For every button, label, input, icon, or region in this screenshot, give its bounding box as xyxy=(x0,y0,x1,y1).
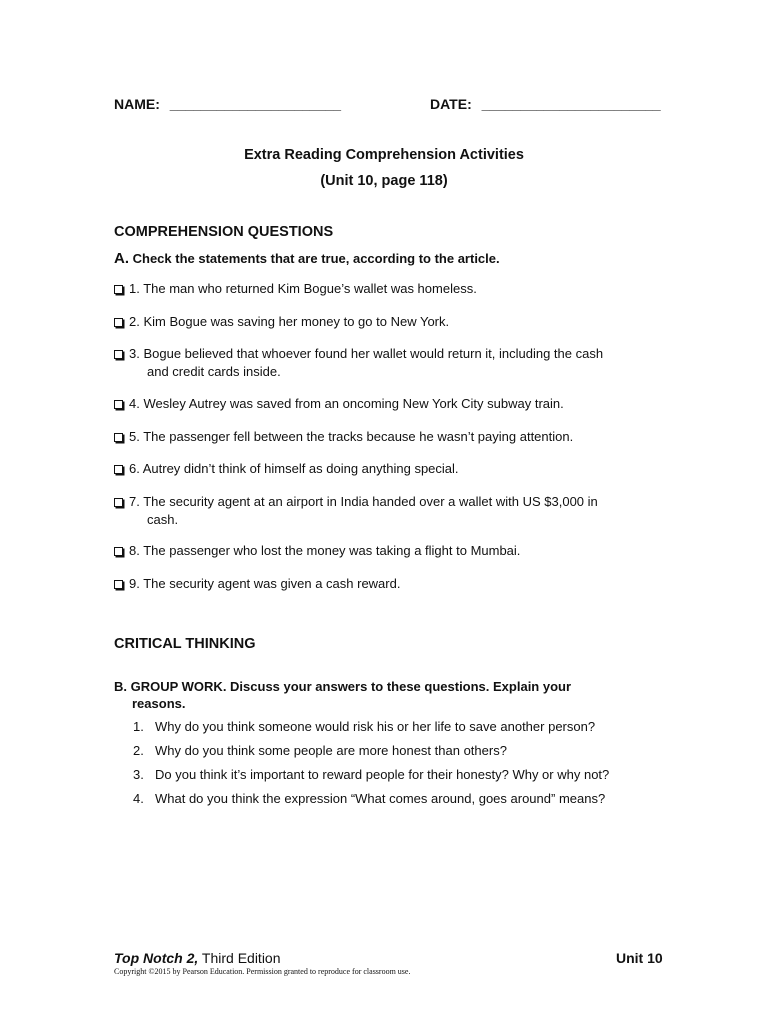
statement-item[interactable] xyxy=(114,313,634,331)
statement-item[interactable] xyxy=(114,345,634,381)
discussion-question xyxy=(133,767,609,782)
statement-item[interactable] xyxy=(114,575,634,593)
copyright-notice: Copyright ©2015 by Pearson Education. Permission granted to reproduce for classroom use. xyxy=(114,967,411,976)
statement-item[interactable] xyxy=(114,460,634,478)
book-edition: Third Edition xyxy=(198,950,281,966)
checkbox-icon[interactable] xyxy=(114,433,123,442)
group-work-line: B. GROUP WORK. Discuss your answers to these questions. Explain your xyxy=(114,679,572,694)
statement-text: 7. The security agent at an airport in India handed over a wallet with US $3,000 in xyxy=(129,494,598,509)
date-field xyxy=(430,96,661,112)
statement-text: 9. The security agent was given a cash reward. xyxy=(129,576,401,591)
date-blank: _______________________ xyxy=(481,96,661,112)
question-number: 3. xyxy=(133,767,144,782)
statement-text: 4. Wesley Autrey was saved from an oncoming New York City subway train. xyxy=(129,396,564,411)
question-text: Do you think it’s important to reward people for their honesty? Why or why not? xyxy=(155,767,610,782)
discussion-question xyxy=(133,719,595,734)
checkbox-icon[interactable] xyxy=(114,465,123,474)
name-field xyxy=(114,96,341,112)
checkbox-icon[interactable] xyxy=(114,400,123,409)
question-number: 2. xyxy=(133,743,144,758)
instruction-text: Check the statements that are true, according to the article. xyxy=(132,251,500,266)
statement-text: 2. Kim Bogue was saving her money to go to New York. xyxy=(129,314,450,329)
statement-text-continued: and credit cards inside. xyxy=(147,364,281,379)
statement-item[interactable] xyxy=(114,395,634,413)
comprehension-heading: COMPREHENSION QUESTIONS xyxy=(114,224,334,240)
checkbox-icon[interactable] xyxy=(114,547,123,556)
statement-item[interactable] xyxy=(114,542,634,560)
discussion-question xyxy=(133,791,605,806)
statement-text: 5. The passenger fell between the tracks because he wasn’t paying attention. xyxy=(129,429,574,444)
book-name: Top Notch 2, xyxy=(114,950,199,966)
footer-book-title xyxy=(114,950,281,966)
group-work-instruction xyxy=(114,678,654,712)
footer-unit: Unit 10 xyxy=(616,950,663,966)
checkbox-icon[interactable] xyxy=(114,285,123,294)
section-letter-a: A. xyxy=(114,250,129,267)
statement-item[interactable] xyxy=(114,428,634,446)
name-label: NAME: xyxy=(114,96,160,112)
question-text: Why do you think someone would risk his or her life to save another person? xyxy=(155,719,596,734)
date-label: DATE: xyxy=(430,96,472,112)
discussion-question xyxy=(133,743,507,758)
question-text: What do you think the expression “What comes around, goes around” means? xyxy=(155,791,606,806)
checkbox-icon[interactable] xyxy=(114,318,123,327)
statement-item[interactable] xyxy=(114,493,634,529)
comprehension-instruction xyxy=(114,250,500,267)
checkbox-icon[interactable] xyxy=(114,580,123,589)
checkbox-icon[interactable] xyxy=(114,498,123,507)
statement-text: 3. Bogue believed that whoever found her wallet would return it, including the cash xyxy=(129,346,604,361)
group-work-line-continued: reasons. xyxy=(132,696,186,711)
statement-item[interactable] xyxy=(114,280,634,298)
statement-text: 1. The man who returned Kim Bogue’s wallet was homeless. xyxy=(129,281,477,296)
page-title: Extra Reading Comprehension Activities xyxy=(244,147,524,163)
question-number: 4. xyxy=(133,791,144,806)
checkbox-icon[interactable] xyxy=(114,350,123,359)
page-subtitle: (Unit 10, page 118) xyxy=(320,173,448,189)
statement-text: 6. Autrey didn’t think of himself as doing anything special. xyxy=(129,461,459,476)
name-blank: ______________________ xyxy=(169,96,342,112)
statement-text-continued: cash. xyxy=(147,512,179,527)
critical-thinking-heading: CRITICAL THINKING xyxy=(114,636,256,652)
statement-text: 8. The passenger who lost the money was taking a flight to Mumbai. xyxy=(129,543,521,558)
question-text: Why do you think some people are more honest than others? xyxy=(155,743,507,758)
question-number: 1. xyxy=(133,719,144,734)
